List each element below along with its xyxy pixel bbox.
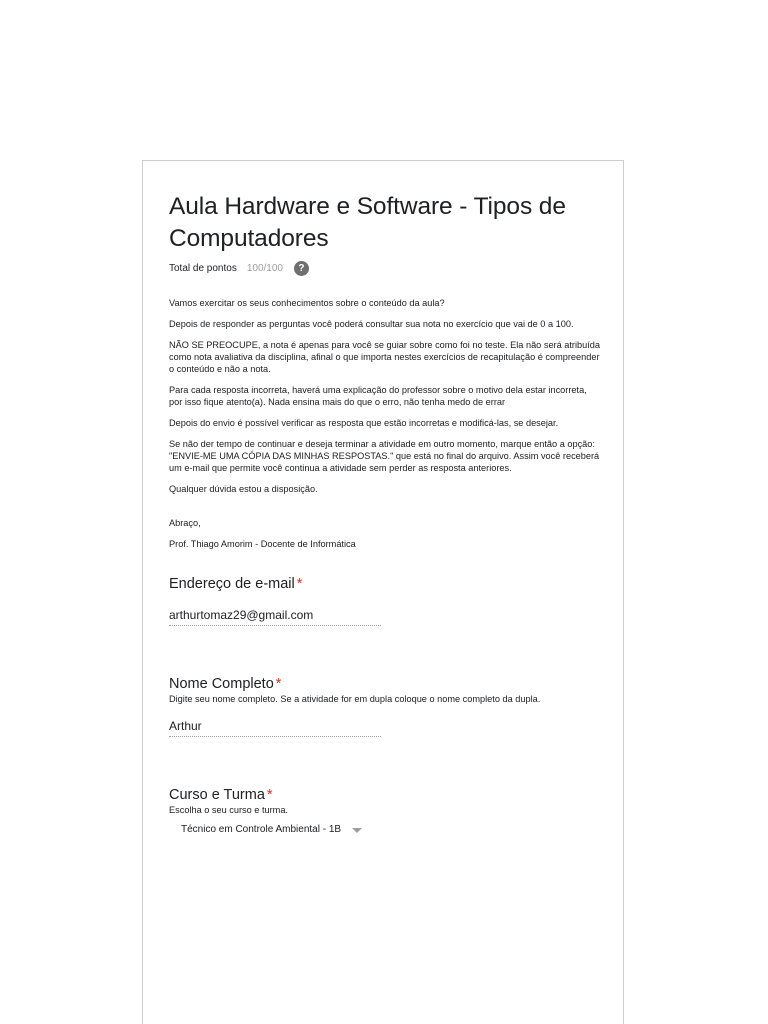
description-paragraph: Qualquer dúvida estou a disposição. xyxy=(169,484,318,494)
description-paragraph: Se não der tempo de continuar e deseja terminar a atividade em outro momento, marque então a opção: "ENVIE-ME UMA CÓPIA DAS MINHAS RESPOSTAS." que está no final do arquivo. Assim você receberá um e-mail que permite você continua a atividade sem perder as resposta anteriores. xyxy=(169,439,600,473)
form-card xyxy=(142,160,624,1024)
points-value: 100/100 xyxy=(246,262,283,274)
required-indicator: * xyxy=(275,676,282,692)
required-indicator: * xyxy=(266,787,273,803)
question-title-text: Nome Completo xyxy=(169,676,274,692)
form-header xyxy=(169,191,601,559)
description-signature: Prof. Thiago Amorim - Docente de Informática xyxy=(169,539,356,549)
email-field[interactable]: arthurtomaz29@gmail.com xyxy=(169,607,381,626)
form-description xyxy=(169,297,601,550)
question-title-text: Curso e Turma xyxy=(169,787,265,803)
points-label: Total de pontos xyxy=(169,262,237,274)
required-indicator: * xyxy=(296,576,303,592)
question-title xyxy=(169,675,601,693)
description-paragraph: Vamos exercitar os seus conhecimentos sobre o conteúdo da aula? xyxy=(169,298,445,308)
question-help-text: Digite seu nome completo. Se a atividade for em dupla coloque o nome completo da dupla. xyxy=(169,694,541,704)
full-name-field[interactable]: Arthur xyxy=(169,718,381,737)
description-paragraph: Depois de responder as perguntas você poderá consultar sua nota no exercício que vai de 0 a 100. xyxy=(169,319,574,329)
dropdown-selected-value: Técnico em Controle Ambiental - 1B xyxy=(181,824,342,835)
description-paragraph: Depois do envio é possível verificar as resposta que estão incorretas e modificá-las, se desejar. xyxy=(169,418,559,428)
question-title-text: Endereço de e-mail xyxy=(169,576,295,592)
description-paragraph: Para cada resposta incorreta, haverá uma explicação do professor sobre o motivo dela estar incorreta, por isso fique atento(a). Nada ensina mais do que o erro, não tenha medo de errar xyxy=(169,385,587,407)
question-help-text: Escolha o seu curso e turma. xyxy=(169,805,288,815)
help-icon[interactable]: ? xyxy=(294,261,309,276)
course-dropdown[interactable] xyxy=(181,824,362,835)
form-title: Aula Hardware e Software - Tipos de Computadores xyxy=(169,193,566,252)
caret-down-icon xyxy=(352,828,362,833)
question-course xyxy=(169,786,601,837)
description-paragraph: NÃO SE PREOCUPE, a nota é apenas para você se guiar sobre como foi no teste. Ela não será atribuída como nota avaliativa da disciplina, afinal o que importa nestes exercícios de recapitulação é compreender o conteúdo e não a nota. xyxy=(169,340,601,374)
question-title xyxy=(169,575,601,593)
description-paragraph: Abraço, xyxy=(169,518,201,528)
total-points xyxy=(169,259,601,277)
question-full-name xyxy=(169,675,601,737)
question-email xyxy=(169,575,601,626)
question-title xyxy=(169,786,601,804)
